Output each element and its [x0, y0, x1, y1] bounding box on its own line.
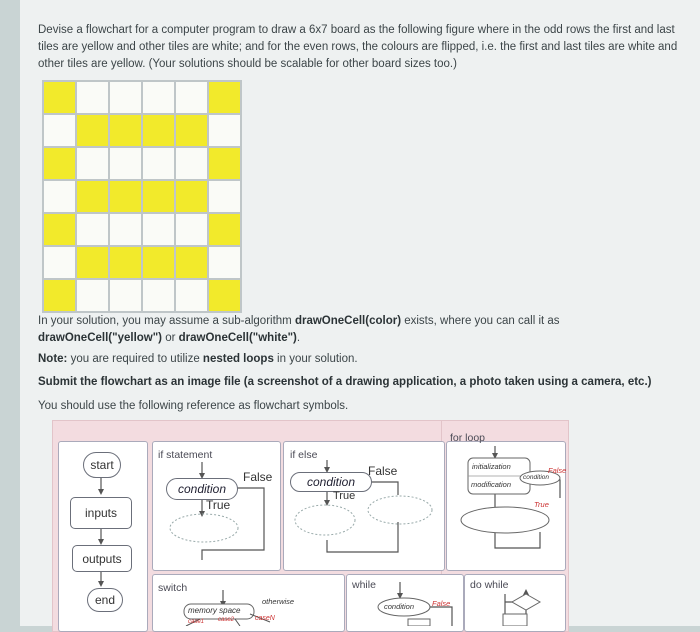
if-condition: [166, 478, 238, 500]
note-bold: nested loops: [202, 353, 274, 365]
if-else-label: if else: [290, 449, 318, 461]
while-condition-label: condition: [384, 602, 415, 611]
note-label: Note:: [38, 353, 68, 365]
inputs-symbol: [70, 497, 132, 529]
question-text: Devise a flowchart for a computer program to draw a 6x7 board as the following figure where in the odd rows the first and last tiles are yellow and other tiles are white; and for the even rows, the colours are flipped, i.e. the first and last tiles are white and other tiles are yellow. (Your solutions should be scalable for other board sizes too.): [38, 24, 678, 70]
for-true-label: True: [534, 500, 549, 509]
if-false-label: False: [243, 470, 273, 484]
start-label: start: [90, 458, 114, 472]
while-false-label: False: [432, 599, 451, 608]
if-else-condition-label: condition: [306, 475, 356, 489]
or-text: or: [162, 332, 179, 344]
solution-mid: exists, where you can call it as: [401, 315, 560, 327]
memory-space-label: memory space: [188, 606, 241, 615]
initialization-label: initialization: [472, 462, 511, 471]
for-condition-label: condition: [523, 474, 550, 481]
reference-text: You should use the following reference as flowchart symbols.: [38, 400, 349, 412]
if-true-label: True: [206, 498, 231, 512]
end-label: end: [94, 593, 116, 607]
call-yellow: drawOneCell("yellow"): [38, 332, 163, 344]
condition-label: condition: [177, 482, 227, 496]
case2-label: case2: [218, 617, 235, 623]
case1-label: case1: [188, 619, 205, 625]
subalgorithm-name: drawOneCell(color): [294, 315, 402, 327]
for-false-label: False: [548, 466, 567, 475]
caseN-label: caseN: [255, 615, 275, 622]
if-else-condition: [290, 472, 372, 492]
for-loop-label: for loop: [450, 432, 486, 444]
if-statement-label: if statement: [158, 449, 213, 461]
call-white: drawOneCell("white"): [178, 332, 297, 344]
if-else-true-label: True: [333, 490, 356, 502]
end-symbol: [87, 588, 123, 612]
period: .: [296, 332, 301, 344]
modification-label: modification: [471, 480, 512, 489]
solution-prefix: In your solution, you may assume a sub-algorithm: [38, 315, 295, 327]
inputs-label: inputs: [84, 506, 118, 520]
outputs-symbol: [72, 545, 132, 572]
note-prefix: you are required to utilize: [67, 353, 203, 365]
start-symbol: [83, 452, 121, 478]
outputs-label: outputs: [82, 551, 122, 566]
submit-instruction: Submit the flowchart as an image file (a screenshot of a drawing application, a photo taken using a camera, etc.): [38, 376, 652, 388]
do-while-label: do while: [470, 579, 509, 591]
note-suffix: in your solution.: [273, 353, 358, 365]
switch-label: switch: [158, 582, 188, 594]
otherwise-label: otherwise: [262, 597, 295, 606]
if-else-false-label: False: [368, 464, 398, 478]
while-label: while: [352, 579, 376, 591]
